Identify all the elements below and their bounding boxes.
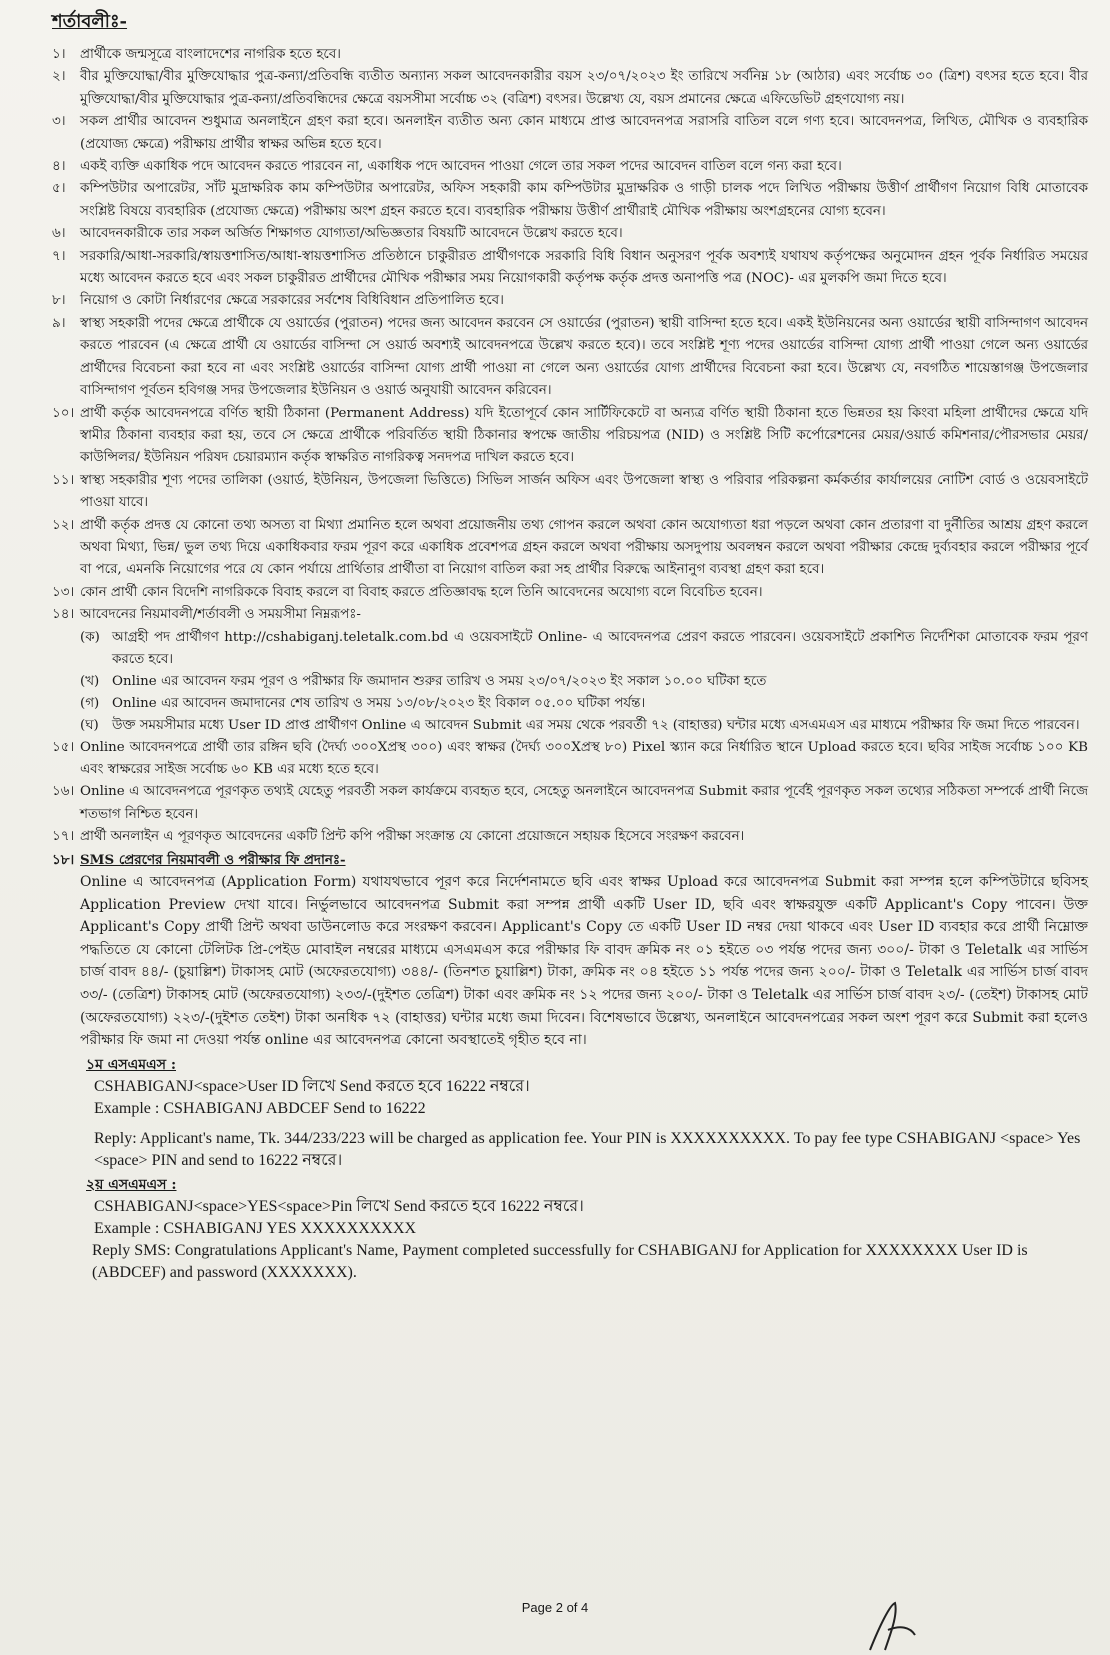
sub-item: (ক) আগ্রহী পদ প্রার্থীগণ http://cshabiganj.teletalk.com.bd এ ওয়েবসাইটে Online- এ আবেদনপত্র প্রেরণ করতে পারবেন। ওয়েবসাইটে প্রকাশিত নির্দেশিকা মোতাবেক ফরম পূরণ করতে হবে।: [80, 629, 1088, 667]
sms2-reply: Reply SMS: Congratulations Applicant's Name, Payment completed successfully for CSHABIGANJ for Application for XXXXXXXX User ID is (ABDCEF) and password (XXXXXXX).: [92, 1241, 1028, 1281]
condition-item: ৪। একই ব্যক্তি একাধিক পদে আবেদন করতে পারবেন না, একাধিক পদে আবেদন পাওয়া গেলে তার সকল পদের আবেদন বাতিল বলে গন্য করা হবে।: [52, 159, 842, 175]
sub-item: (খ) Online এর আবেদন ফরম পূরণ ও পরীক্ষার ফি জমাদান শুরুর তারিখ ও সময় ২৩/০৭/২০২৩ ইং সকাল ১০.০০ ঘটিকা হতে: [80, 673, 767, 689]
condition-item: ১০। প্রার্থী কর্তৃক আবেদনপত্রে বর্ণিত স্থায়ী ঠিকানা (Permanent Address) যদি ইতোপূর্বে কোন সার্টিফিকেটে বা অন্যত্র বর্ণিত স্থায়ী ঠিকানা হতে ভিন্নতর হয় কিংবা মহিলা প্রার্থীদের ক্ষেত্রে যদি স্বামীর ঠিকানা ব্যবহার করা হয়, তবে সে ক্ষেত্রে প্রার্থীকে পরিবর্তিত স্থায়ী ঠিকানার স্বপক্ষে জাতীয় পরিচয়পত্র (NID) ও সংশ্লিষ্ট সিটি কর্পোরেশনের মেয়র/ওয়ার্ড কমিশনার/পৌরসভার মেয়র/কাউন্সিলর/ ইউনিয়ন পরিষদ চেয়ারম্যান কর্তৃক স্বাক্ষরিত নাগরিকত্ব সনদপত্র দাখিল করতে হবে।: [52, 405, 1088, 466]
condition-item: ১৫। Online আবেদনপত্রে প্রার্থী তার রঙ্গিন ছবি (দৈর্ঘ্য ৩০০Xপ্রস্থ ৩০০) এবং স্বাক্ষর (দৈর্ঘ্য ৩০০Xপ্রস্থ ৮০) Pixel স্ক্যান করে নির্ধারিত স্থানে Upload করতে হবে। ছবির সাইজ সর্বোচ্চ ১০০ KB এবং স্বাক্ষরের সাইজ সর্বোচ্চ ৬০ KB এর মধ্যে হতে হবে।: [52, 739, 1088, 777]
condition-item: ৯। স্বাস্থ্য সহকারী পদের ক্ষেত্রে প্রার্থীকে যে ওয়ার্ডের (পুরাতন) পদের জন্য আবেদন করবেন সে ওয়ার্ডের (পুরাতন) স্থায়ী বাসিন্দা হতে হবে। একই ইউনিয়নের অন্য ওয়ার্ডের স্থায়ী বাসিন্দাগণ আবেদন করতে পারবেন (এ ক্ষেত্রে প্রার্থী যে ওয়ার্ডের বাসিন্দা সে ওয়ার্ড অবশ্যই আবেদনপত্রে উল্লেখ করতে হবে)। তবে সংশ্লিষ্ট শূণ্য পদের ওয়ার্ডের বাসিন্দা যোগ্য প্রার্থী পাওয়া গেলে অন্য ওয়ার্ডের প্রার্থীদের বিবেচনা করা হবে না এবং সংশ্লিষ্ট ওয়ার্ডের বাসিন্দা যোগ্য প্রার্থী পাওয়া না গেলে অন্য ওয়ার্ডের যোগ্য প্রার্থীদের বিবেচনা করা হবে। উল্লেখ্য যে, নবগঠিত শায়েস্তাগঞ্জ উপজেলার বাসিন্দাগণ পূর্বতন হবিগঞ্জ সদর উপজেলার ইউনিয়ন ও ওয়ার্ড অনুযায়ী আবেদন করিবেন।: [52, 315, 1088, 399]
sms1-reply: Reply: Applicant's name, Tk. 344/233/223 will be charged as application fee. Your PIN is XXXXXXXXXX. To pay fee type CSHABIGANJ <space> Yes <space> PIN and send to 16222 নম্বরে।: [94, 1129, 1081, 1169]
condition-item: ৮। নিয়োগ ও কোটা নির্ধারণের ক্ষেত্রে সরকারের সর্বশেষ বিধিবিধান প্রতিপালিত হবে।: [52, 293, 504, 309]
page-number: Page 2 of 4: [521, 1600, 589, 1615]
sms2-format: CSHABIGANJ<space>YES<space>Pin লিখে Send করতে হবে 16222 নম্বরে।: [94, 1197, 584, 1215]
condition-item: ১২। প্রার্থী কর্তৃক প্রদত্ত যে কোনো তথ্য অসত্য বা মিথ্যা প্রমানিত হলে অথবা প্রয়োজনীয় তথ্য গোপন করলে অথবা কোন অযোগ্যতা ধরা পড়লে অথবা কোন প্রতারণা বা দুর্নীতির আশ্রয় গ্রহণ করলে অথবা মিথ্যা, ভিন্ন/ ভুল তথ্য দিয়ে একাধিকবার ফরম পূরণ করে একাধিক প্রবেশপত্র গ্রহন করলে অথবা পরীক্ষায় অসদুপায় অবলম্বন করলে অথবা পরীক্ষার কেন্দ্রে দুর্ব্যবহার করলে পরীক্ষার পূর্বে বা পরে, এমনকি নিয়োগের পরে যে কোন পর্যায়ে প্রার্থিতার প্রার্থীতা বা নিয়োগ বাতিল করা সহ প্রার্থীর বিরুদ্ধে আইনানুগ ব্যবস্থা গ্রহণ করা হবে।: [52, 517, 1088, 578]
condition-item: ১৭। প্রার্থী অনলাইন এ পূরণকৃত আবেদনের একটি প্রিন্ট কপি পরীক্ষা সংক্রান্ত যে কোনো প্রয়োজনে সহায়ক হিসেবে সংরক্ষণ করবেন।: [52, 829, 745, 845]
condition-item: ২। বীর মুক্তিযোদ্ধা/বীর মুক্তিযোদ্ধার পুত্র-কন্যা/প্রতিবন্ধি ব্যতীত অন্যান্য সকল আবেদনকারীর বয়স ২৩/০৭/২০২৩ ইং তারিখে সর্বনিম্ন ১৮ (আঠার) এবং সর্বোচ্চ ৩০ (ত্রিশ) বৎসর হতে হবে। বীর মুক্তিযোদ্ধা/বীর মুক্তিযোদ্ধার পুত্র-কন্যা/প্রতিবন্ধিদের ক্ষেত্রে বয়সসীমা সর্বোচ্চ ৩২ (বত্রিশ) বৎসর। উল্লেখ্য যে, বয়স প্রমানের ক্ষেত্রে এফিডেভিট গ্রহণযোগ্য নয়।: [52, 69, 1088, 107]
condition-item: ৩। সকল প্রার্থীর আবেদন শুধুমাত্র অনলাইনে গ্রহণ করা হবে। অনলাইন ব্যতীত অন্য কোন মাধ্যমে প্রাপ্ত আবেদনপত্র সরাসরি বাতিল বলে গণ্য হবে। আবেদনপত্র, লিখিত, মৌখিক ও ব্যবহারিক (প্রযোজ্য ক্ষেত্রে) পরীক্ষায় প্রার্থীর স্বাক্ষর অভিন্ন হতে হবে।: [52, 114, 1088, 152]
condition-item: ১৬। Online এ আবেদনপত্রে পূরণকৃত তথ্যই যেহেতু পরবর্তী সকল কার্যক্রমে ব্যবহৃত হবে, সেহেতু অনলাইনে আবেদনপত্র Submit করার পূর্বেই পূরণকৃত সকল তথ্যের সঠিকতা সম্পর্কে প্রার্থী নিজে শতভাগ নিশ্চিত হবেন।: [52, 784, 1088, 822]
conditions-list-continued: [52, 737, 1088, 871]
condition-item: ১৩। কোন প্রার্থী কোন বিদেশি নাগরিককে বিবাহ করলে বা বিবাহ করতে প্রতিজ্ঞাবদ্ধ হলে তিনি আবেদনের অযোগ্য বলে বিবেচিত হবেন।: [52, 584, 763, 600]
condition-item: ১১। স্বাস্থ্য সহকারীর শূণ্য পদের তালিকা (ওয়ার্ড, ইউনিয়ন, উপজেলা ভিত্তিতে) সিভিল সার্জন অফিস এবং উপজেলা স্বাস্থ্য ও পরিবার পরিকল্পনা কর্মকর্তার কার্যালয়ের নোটিশ বোর্ড ও ওয়েবসাইটে পাওয়া যাবে।: [52, 472, 1088, 511]
sms1-example: Example : CSHABIGANJ ABDCEF Send to 16222: [94, 1099, 426, 1117]
signature-mark: [860, 1595, 920, 1655]
application-rules-sublist: [52, 627, 1088, 737]
sms1-format: CSHABIGANJ<space>User ID লিখে Send করতে হবে 16222 নম্বরে।: [94, 1077, 530, 1095]
conditions-heading: শর্তাবলীঃ-: [52, 11, 128, 32]
condition-item: ১৪। আবেদনের নিয়মাবলী/শর্তাবলী ও সময়সীমা নিম্নরূপঃ-: [52, 607, 361, 623]
condition-item: ১। প্রার্থীকে জন্মসূত্রে বাংলাদেশের নাগরিক হতে হবে।: [52, 47, 341, 62]
condition-item: ৭। সরকারি/আধা-সরকারি/স্বায়ত্তশাসিত/আধা-স্বায়ত্তশাসিত প্রতিষ্ঠানে চাকুরীরত প্রার্থীগণকে সরকারি বিধি বিধান অনুসরণ পূর্বক অবশ্যই যথাযথ কর্তৃপক্ষের অনুমোদন গ্রহন পূর্বক নির্ধারিত সময়ের মধ্যে আবেদন করতে হবে এবং সকল চাকুরীরত প্রার্থীদের মৌখিক পরীক্ষার সময় নিয়োগকারী কর্তৃপক্ষ কর্তৃক প্রদত্ত অনাপত্তি পত্র (NOC)- এর মুলকপি জমা দিতে হবে।: [52, 248, 1088, 287]
sms1-heading: ১ম এসএমএস :: [86, 1056, 176, 1073]
conditions-list: [52, 44, 1088, 627]
condition-item: ৫। কম্পিউটার অপারেটর, সাঁট মুদ্রাক্ষরিক কাম কম্পিউটার অপারেটর, অফিস সহকারী কাম কম্পিউটার মুদ্রাক্ষরিক ও গাড়ী চালক পদে লিখিত পরীক্ষায় উত্তীর্ণ প্রার্থীগণ নিয়োগ বিধি মোতাবেক সংশ্লিষ্ট বিষয়ে ব্যবহারিক (প্রযোজ্য ক্ষেত্রে) পরীক্ষায় অংশ গ্রহন করতে হবে। ব্যবহারিক পরীক্ষায় উত্তীর্ণ প্রার্থীরাই মৌখিক পরীক্ষায় অংশগ্রহনের যোগ্য হবেন।: [52, 181, 1088, 219]
sms-fee-paragraph: Online এ আবেদনপত্র (Application Form) যথাযথভাবে পূরণ করে নির্দেশনামতে ছবি এবং স্বাক্ষর Upload করে আবেদনপত্র Submit করা সম্পন্ন হলে কম্পিউটারে ছবিসহ Application Preview দেখা যাবে। নির্ভুলভাবে আবেদনপত্র Submit করা সম্পন্ন প্রার্থী একটি User ID, ছবি এবং স্বাক্ষরযুক্ত একটি Applicant's Copy পাবেন। উক্ত Applicant's Copy প্রার্থী প্রিন্ট অথবা ডাউনলোড করে সংরক্ষণ করবেন। Applicant's Copy তে একটি User ID নম্বর দেয়া থাকবে এবং User ID ব্যবহার করে প্রার্থী নিম্নোক্ত পদ্ধতিতে যে কোনো টেলিটক প্রি-পেইড মোবাইল নম্বরের মাধ্যমে এসএমএস করে পরীক্ষার ফি বাবদ ক্রমিক নং ০১ হইতে ০৩ পর্যন্ত পদের জন্য ৩০০/- টাকা ও Teletalk এর সার্ভিস চার্জ বাবদ ৪৪/- (চুয়াল্লিশ) টাকাসহ মোট (অফেরতযোগ্য) ৩৪৪/- (তিনশত চুয়াল্লিশ) টাকা, ক্রমিক নং ০৪ হইতে ১১ পর্যন্ত পদের জন্য ২০০/- টাকা ও Teletalk এর সার্ভিস চার্জ বাবদ ৩৩/- (তেত্রিশ) টাকাসহ মোট (অফেরতযোগ্য) ২৩৩/-(দুইশত তেত্রিশ) টাকা এবং ক্রমিক নং ১২ পদের জন্য ২০০/- টাকা ও Teletalk এর সার্ভিস চার্জ বাবদ ২৩/- (তেইশ) টাকাসহ মোট (অফেরতযোগ্য) ২২৩/-(দুইশত তেইশ) টাকা অনধিক ৭২ (বাহাত্তর) ঘন্টার মধ্যে জমা দিবেন। বিশেষভাবে উল্লেখ্য, অনলাইনে আবেদনপত্রের সকল অংশ পূরণ করে Submit করা হলেও পরীক্ষার ফি জমা না দেওয়া পর্যন্ত online এর আবেদনপত্র কোনো অবস্থাতেই গৃহীত হবে না।: [80, 874, 1088, 1049]
condition-item: ১৮। SMS প্রেরণের নিয়মাবলী ও পরীক্ষার ফি প্রদানঃ-: [52, 851, 346, 868]
sms2-heading: ২য় এসএমএস :: [86, 1176, 177, 1193]
sms2-example: Example : CSHABIGANJ YES XXXXXXXXXX: [94, 1219, 417, 1237]
sub-item: (ঘ) উক্ত সময়সীমার মধ্যে User ID প্রাপ্ত প্রার্থীগণ Online এ আবেদন Submit এর সময় থেকে পরবর্তী ৭২ (বাহাত্তর) ঘন্টার মধ্যে এসএমএস এর মাধ্যমে পরীক্ষার ফি জমা দিতে পারবেন।: [80, 717, 1080, 733]
sub-item: (গ) Online এর আবেদন জমাদানের শেষ তারিখ ও সময় ১৩/০৮/২০২৩ ইং বিকাল ০৫.০০ ঘটিকা পর্যন্ত।: [80, 695, 646, 711]
condition-item: ৬। আবেদনকারীকে তার সকল অর্জিত শিক্ষাগত যোগ্যতা/অভিজ্ঞতার বিষয়টি আবেদনে উল্লেখ করতে হবে।: [52, 226, 623, 242]
